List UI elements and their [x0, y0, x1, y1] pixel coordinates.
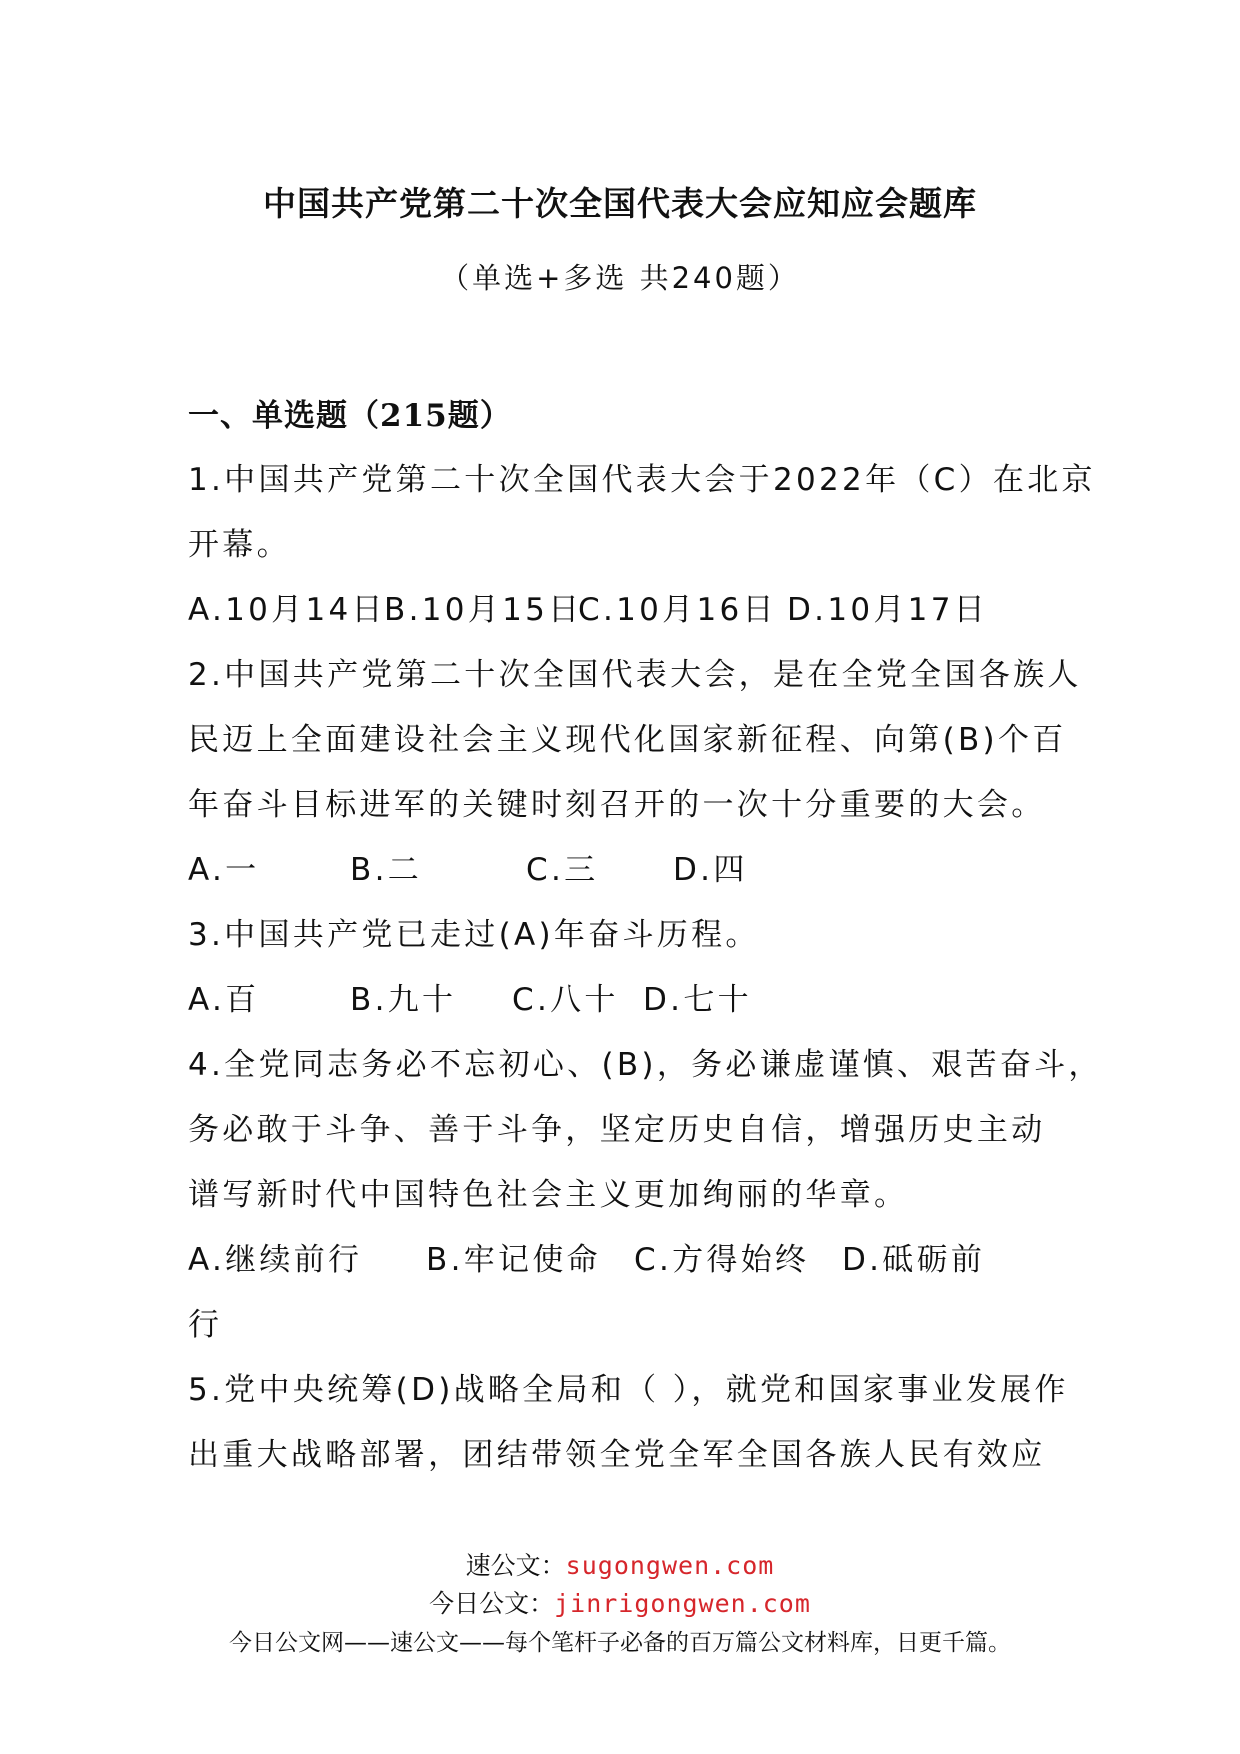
- document-subtitle: （单选+多选 共240题）: [440, 261, 800, 295]
- footer-site-link[interactable]: jinrigongwen.com: [554, 1589, 811, 1618]
- question-text-line: 5.党中央统筹(D)战略全局和（ ），就党和国家事业发展作: [188, 1372, 1069, 1408]
- question-5: [188, 1358, 1068, 1488]
- question-text-line: 务必敢于斗争、善于斗争，坚定历史自信，增强历史主动: [188, 1112, 1046, 1148]
- question-3: [188, 903, 1068, 1033]
- question-text-line: 出重大战略部署，团结带领全党全军全国各族人民有效应: [188, 1437, 1046, 1473]
- option-d: D.砥砺前: [842, 1242, 986, 1278]
- question-text-line: 3.中国共产党已走过(A)年奋斗历程。: [188, 917, 760, 953]
- option-c: C.方得始终: [634, 1242, 810, 1278]
- question-text-line: 1.中国共产党第二十次全国代表大会于2022年（C）在北京: [188, 462, 1096, 498]
- option-a: A.10月14日: [188, 592, 386, 628]
- option-a: A.百: [188, 982, 260, 1018]
- option-b: B.九十: [350, 982, 457, 1018]
- option-c: C.三: [526, 852, 599, 888]
- option-d: D.七十: [643, 982, 752, 1018]
- question-text-line: 4.全党同志务必不忘初心、(B)，务必谦虚谨慎、艰苦奋斗，: [188, 1047, 1103, 1083]
- question-text-line: 民迈上全面建设社会主义现代化国家新征程、向第(B)个百: [188, 722, 1067, 758]
- footer-tagline: 今日公文网——速公文——每个笔杆子必备的百万篇公文材料库，日更千篇。: [229, 1630, 1011, 1656]
- option-b: B.10月15日: [384, 592, 583, 628]
- question-text-line: 谱写新时代中国特色社会主义更加绚丽的华章。: [188, 1177, 909, 1213]
- answer-options: [188, 1228, 1068, 1293]
- footer-site-link[interactable]: sugongwen.com: [565, 1551, 775, 1580]
- option-d: D.四: [673, 852, 748, 888]
- option-c: C.八十: [512, 982, 619, 1018]
- section-heading: 一、单选题（215题）: [188, 398, 512, 434]
- question-text-line: 年奋斗目标进军的关键时刻召开的一次十分重要的大会。: [188, 787, 1046, 823]
- footer-site-label: 速公文：: [465, 1551, 566, 1580]
- question-text-line: 2.中国共产党第二十次全国代表大会，是在全党全国各族人: [188, 657, 1082, 693]
- document-title: 中国共产党第二十次全国代表大会应知应会题库: [263, 184, 977, 223]
- footer-source-2: [0, 1584, 1240, 1620]
- option-b: B.二: [350, 852, 423, 888]
- answer-options: [188, 838, 1068, 903]
- option-b: B.牢记使命: [426, 1242, 601, 1278]
- footer-source-1: [0, 1546, 1240, 1582]
- question-text-line: 开幕。: [188, 527, 291, 563]
- question-2: [188, 643, 1082, 903]
- answer-options: [188, 578, 1068, 643]
- question-4: [188, 1033, 1103, 1358]
- option-a: A.一: [188, 852, 260, 888]
- answer-options: [188, 968, 1068, 1033]
- option-a: A.继续前行: [188, 1242, 363, 1278]
- question-1: [188, 448, 1096, 643]
- option-d-continuation: 行: [188, 1307, 223, 1343]
- question-list: [188, 398, 1103, 1488]
- option-d: D.10月17日: [787, 592, 989, 628]
- option-c: C.10月16日: [578, 592, 777, 628]
- footer-site-label: 今日公文：: [429, 1589, 555, 1618]
